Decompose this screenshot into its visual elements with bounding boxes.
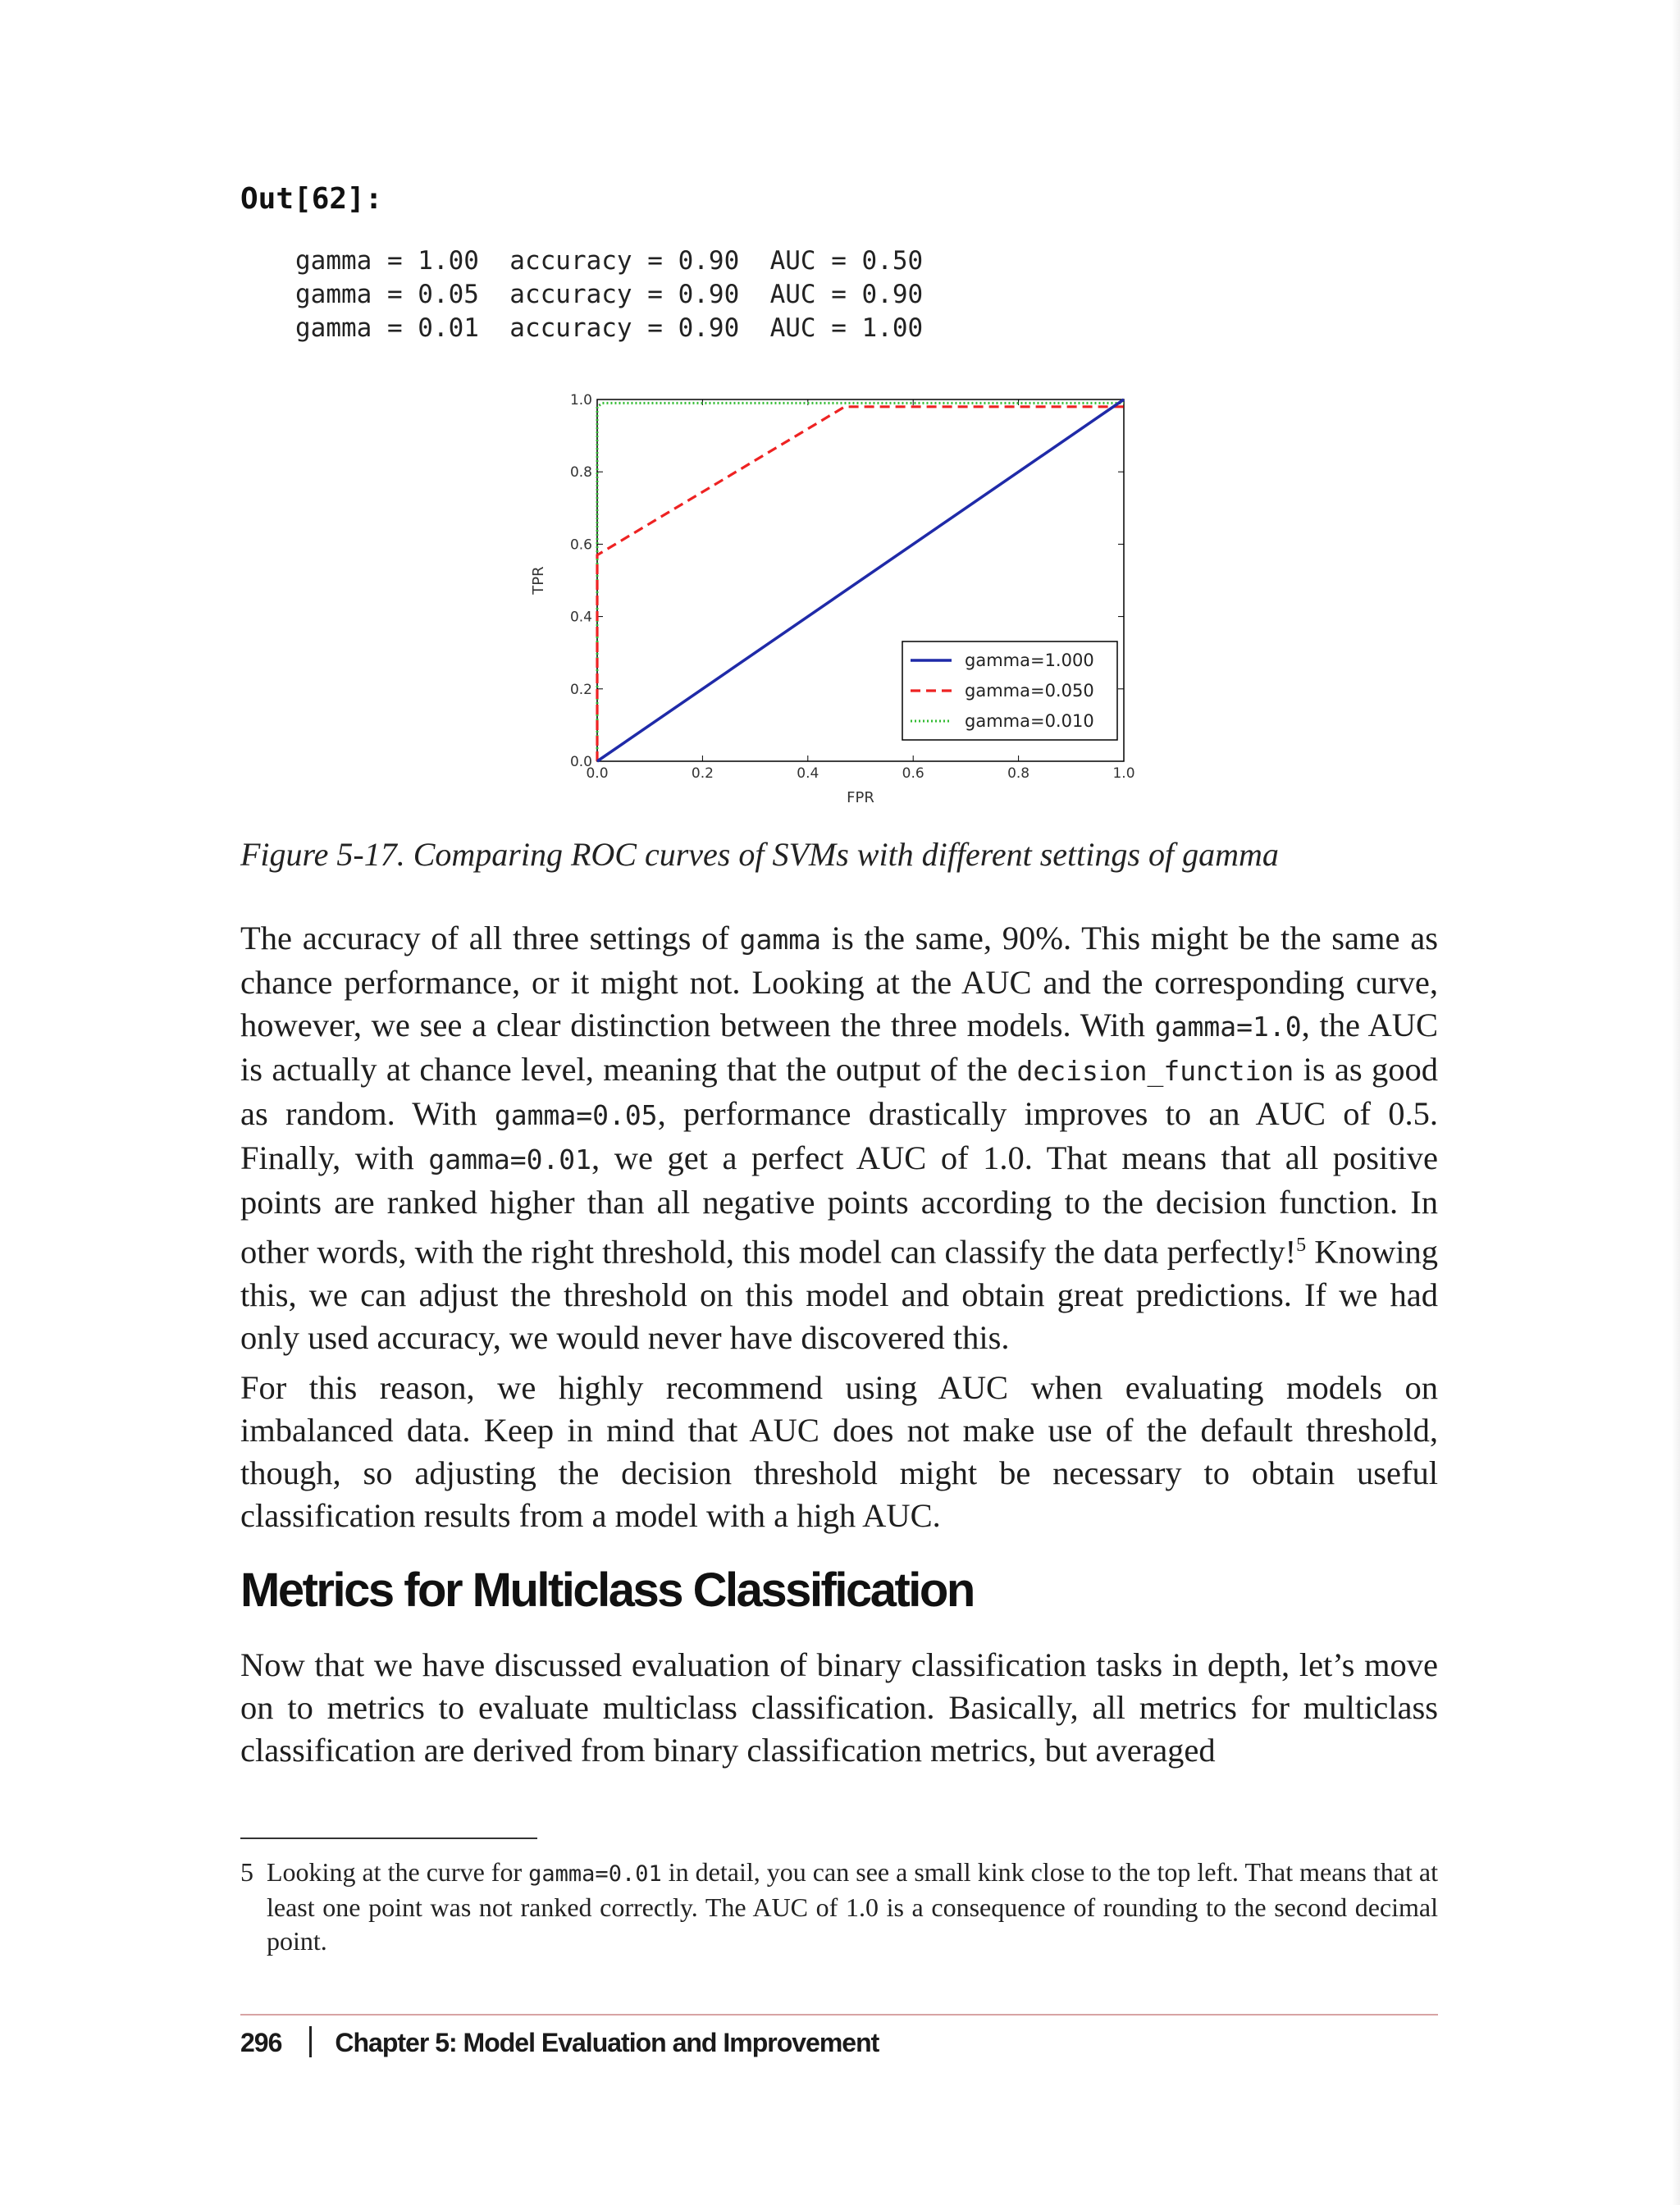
legend-label: gamma=0.010 (965, 711, 1094, 731)
y-tick-label: 0.2 (569, 681, 592, 698)
inline-code: gamma=0.01 (428, 1144, 592, 1176)
section-heading: Metrics for Multiclass Classification (240, 1564, 974, 1617)
inline-code: gamma=0.05 (494, 1099, 658, 1131)
roc-chart-svg (492, 373, 1148, 808)
y-tick-label: 0.8 (569, 464, 592, 482)
inline-code: gamma (739, 924, 821, 956)
x-tick-label: 0.2 (691, 765, 714, 782)
y-tick-label: 0.6 (569, 536, 592, 554)
x-tick-label: 0.8 (1007, 765, 1030, 782)
text-run: , performance drastically improves to an AUC of 0.5. Finally, with (240, 1095, 1438, 1176)
text-run: Looking at the curve for (267, 1857, 529, 1887)
text-run: , we get a perfect AUC of 1.0. That means that all positive points are ranked higher than all negative points according to the decision function. In other words, with the right threshold, this model can classify the data perfectly! (240, 1139, 1438, 1271)
footnote (240, 1856, 1438, 1958)
text-run: is as good as random. With (240, 1051, 1438, 1132)
legend-label: gamma=0.050 (965, 681, 1094, 701)
paragraph-auc-recommendation: For this reason, we highly recommend using AUC when evaluating models on imbalanced data. Keep in mind that AUC does not make use of the default threshold, though, so adjusting the decision threshold might be necessary to obtain useful classification results from a model with a high AUC. (240, 1369, 1438, 1534)
output-prompt-label: Out[62]: (240, 182, 383, 216)
text-run: The accuracy of all three settings of (240, 920, 740, 956)
inline-code: gamma=0.01 (528, 1861, 662, 1887)
page-number: 296 (240, 2028, 282, 2057)
paragraph-multiclass-intro: Now that we have discussed evaluation of binary classification tasks in depth, let’s move on to metrics to evaluate multiclass classification. Basically, all metrics for multiclass classification are derived from binary classification metrics, but averaged (240, 1646, 1438, 1769)
footnote-reference[interactable]: 5 (1296, 1235, 1307, 1256)
paragraph-roc-discussion (240, 917, 1438, 1359)
footnote-divider (240, 1838, 537, 1839)
footnote-text (267, 1856, 1438, 1958)
y-tick-label: 0.0 (569, 754, 592, 770)
inline-code: decision_function (1016, 1055, 1294, 1087)
code-output-block: gamma = 1.00 accuracy = 0.90 AUC = 0.50 gamma = 0.05 accuracy = 0.90 AUC = 0.90 gamma = 0.01 accuracy = 0.90 AUC = 1.00 (295, 246, 924, 343)
page-footer (240, 2026, 879, 2058)
roc-chart (492, 373, 1148, 808)
x-tick-label: 1.0 (1112, 765, 1135, 782)
footnote-number: 5 (240, 1857, 253, 1887)
text-run: Knowing this, we can adjust the threshold on this model and obtain great predictions. If we had only used accuracy, we would never have discovered this. (240, 1233, 1439, 1356)
text-run: , the AUC is actually at chance level, meaning that the output of the (240, 1007, 1438, 1088)
y-tick-label: 1.0 (569, 392, 592, 409)
text-run: in detail, you can see a small kink close to the top left. That means that at least one point was not ranked correctly. The AUC of 1.0 is a consequence of rounding to the second decimal point. (267, 1857, 1439, 1956)
page-edge-shadow (1672, 0, 1680, 2205)
x-tick-label: 0.4 (797, 765, 819, 782)
x-axis-label: FPR (847, 789, 874, 806)
inline-code: gamma=1.0 (1154, 1011, 1302, 1043)
x-tick-label: 0.6 (902, 765, 924, 782)
text-run: is the same, 90%. This might be the same as chance performance, or it might not. Looking at the AUC and the corresponding curve, however, we see a clear distinction between the three models. With (240, 920, 1438, 1043)
footer-divider (240, 2014, 1438, 2016)
footer-separator (309, 2026, 312, 2057)
y-tick-label: 0.4 (569, 609, 592, 626)
chapter-title: Chapter 5: Model Evaluation and Improvement (335, 2028, 879, 2057)
x-tick-label: 0.0 (586, 765, 609, 782)
figure-caption: Figure 5-17. Comparing ROC curves of SVMs with different settings of gamma (240, 836, 1279, 873)
y-axis-label: TPR (530, 566, 547, 595)
legend-label: gamma=1.000 (965, 651, 1094, 670)
